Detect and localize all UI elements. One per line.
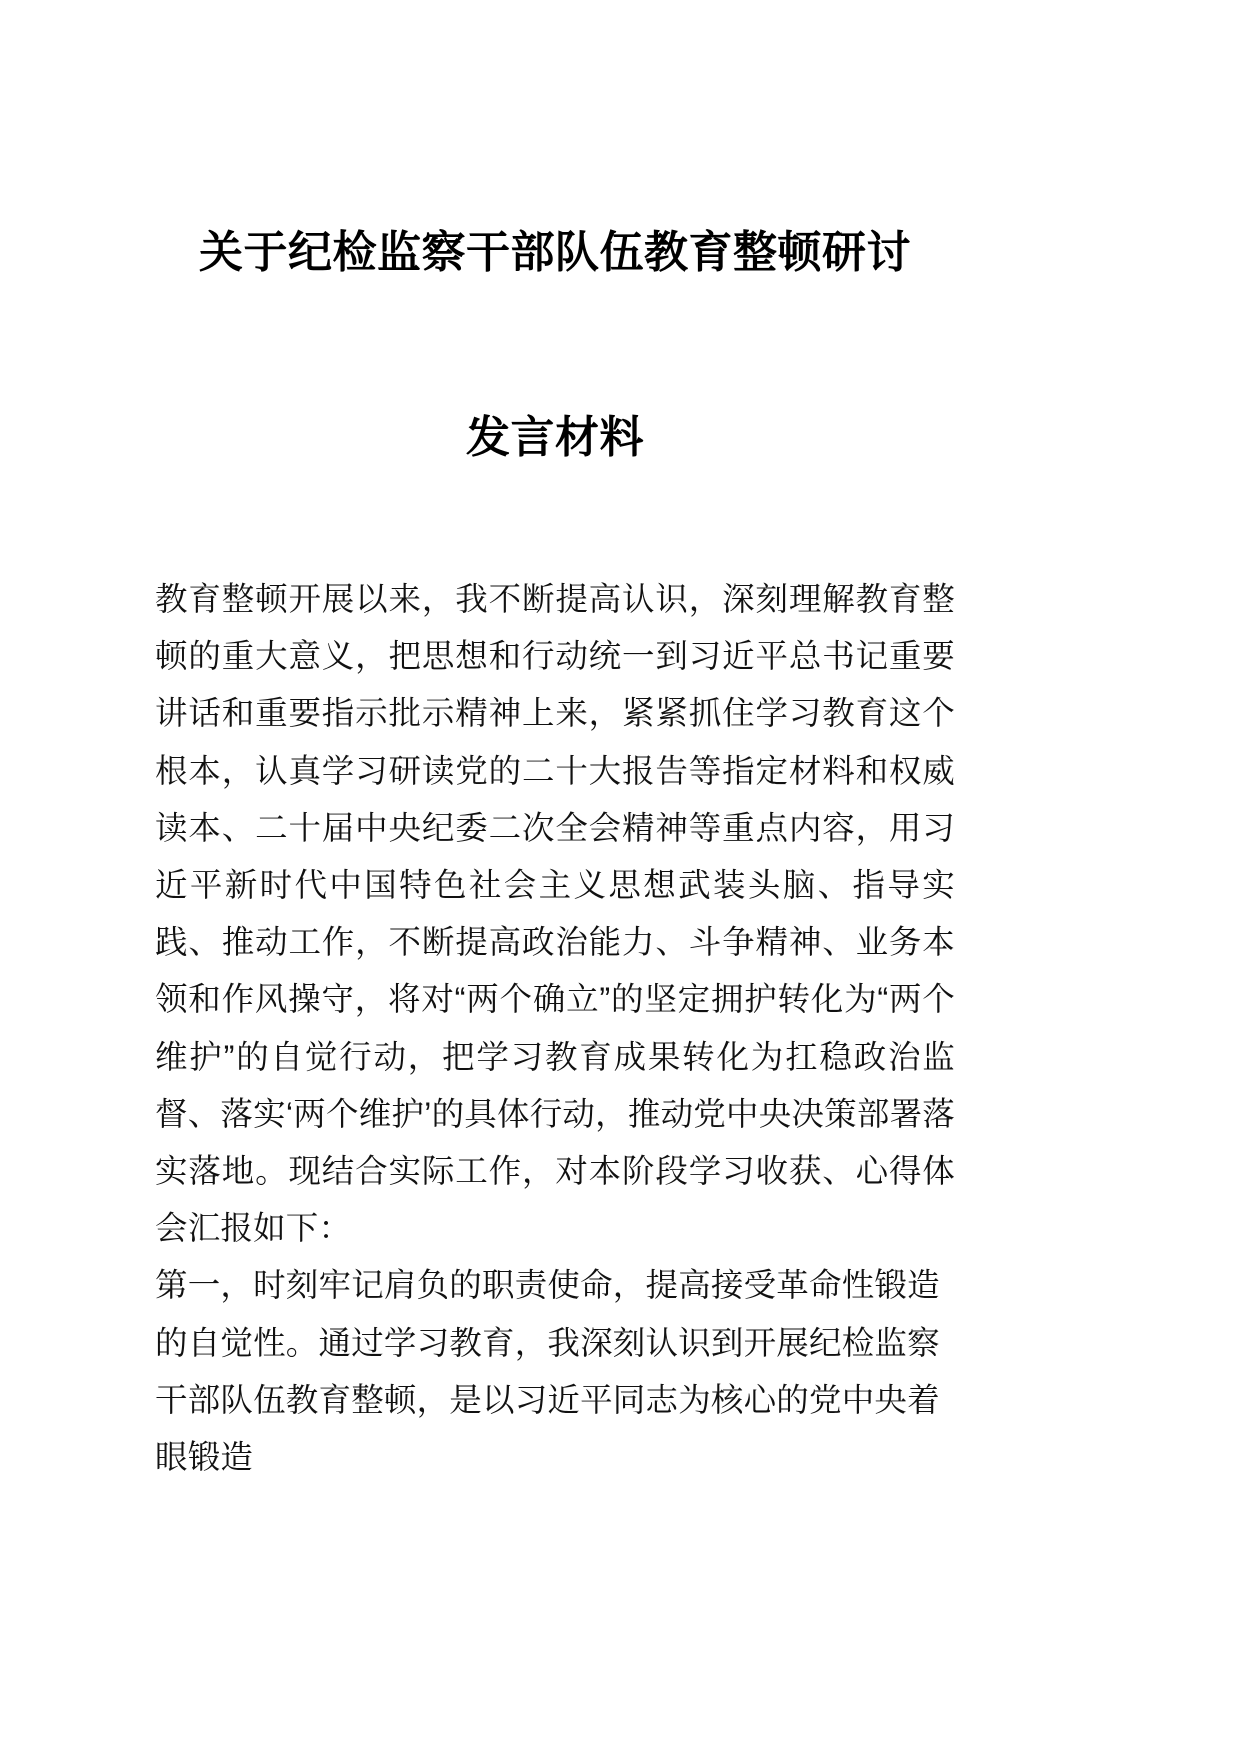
document-content bbox=[155, 0, 955, 1486]
body-paragraph-2: 第一，时刻牢记肩负的职责使命，提高接受革命性锻造的自觉性。通过学习教育，我深刻认识到开展纪检监察干部队伍教育整顿，是以习近平同志为核心的党中央着眼锻造 bbox=[155, 1267, 940, 1476]
document-title-line-1: 关于纪检监察干部队伍教育整顿研讨 bbox=[199, 228, 911, 277]
document-title-line-2: 发言材料 bbox=[466, 413, 644, 462]
document-body bbox=[155, 571, 955, 1486]
document-title bbox=[155, 0, 955, 465]
body-paragraph-1: 教育整顿开展以来，我不断提高认识，深刻理解教育整顿的重大意义，把思想和行动统一到习近平总书记重要讲话和重要指示批示精神上来，紧紧抓住学习教育这个根本，认真学习研读党的二十大报告等指定材料和权威读本、二十届中央纪委二次全会精神等重点内容，用习近平新时代中国特色社会主义思想武装头脑、指导实践、推动工作，不断提高政治能力、斗争精神、业务本领和作风操守，将对“两个确立”的坚定拥护转化为“两个维护”的自觉行动，把学习教育成果转化为扛稳政治监督、落实‘两个维护’的具体行动，推动党中央决策部署落实落地。现结合实际工作，对本阶段学习收获、心得体会汇报如下： bbox=[155, 581, 955, 1247]
